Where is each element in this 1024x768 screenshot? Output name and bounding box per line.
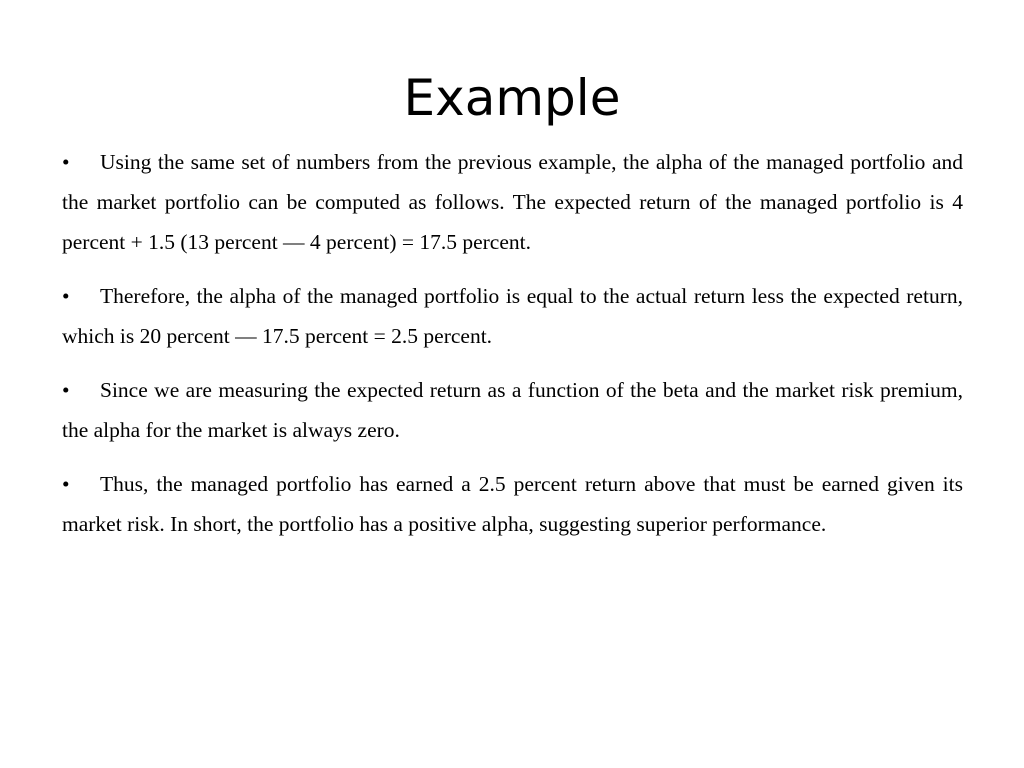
bullet-marker: • (62, 150, 70, 174)
bullet-text: Therefore, the alpha of the managed portfolio is equal to the actual return less the expected return, which is 20 percent — 17.5 percent = 2.5 percent. (62, 284, 963, 348)
bullet-marker: • (62, 284, 70, 308)
bullet-marker: • (62, 472, 70, 496)
bullet-item-2 (62, 276, 963, 356)
bullet-marker: • (62, 378, 70, 402)
bullet-text: Thus, the managed portfolio has earned a 2.5 percent return above that must be earned given its market risk. In short, the portfolio has a positive alpha, suggesting superior performance. (62, 472, 963, 536)
slide-title: Example (403, 69, 621, 127)
bullet-item-4 (62, 464, 963, 544)
bullet-text: Using the same set of numbers from the previous example, the alpha of the managed portfolio and the market portfolio can be computed as follows. The expected return of the managed portfolio is 4 percent + 1.5 (13 percent — 4 percent) = 17.5 percent. (62, 150, 963, 254)
bullet-item-3 (62, 370, 963, 450)
bullet-text: Since we are measuring the expected return as a function of the beta and the market risk premium, the alpha for the market is always zero. (62, 378, 963, 442)
bullet-list (62, 142, 963, 558)
bullet-item-1 (62, 142, 963, 262)
